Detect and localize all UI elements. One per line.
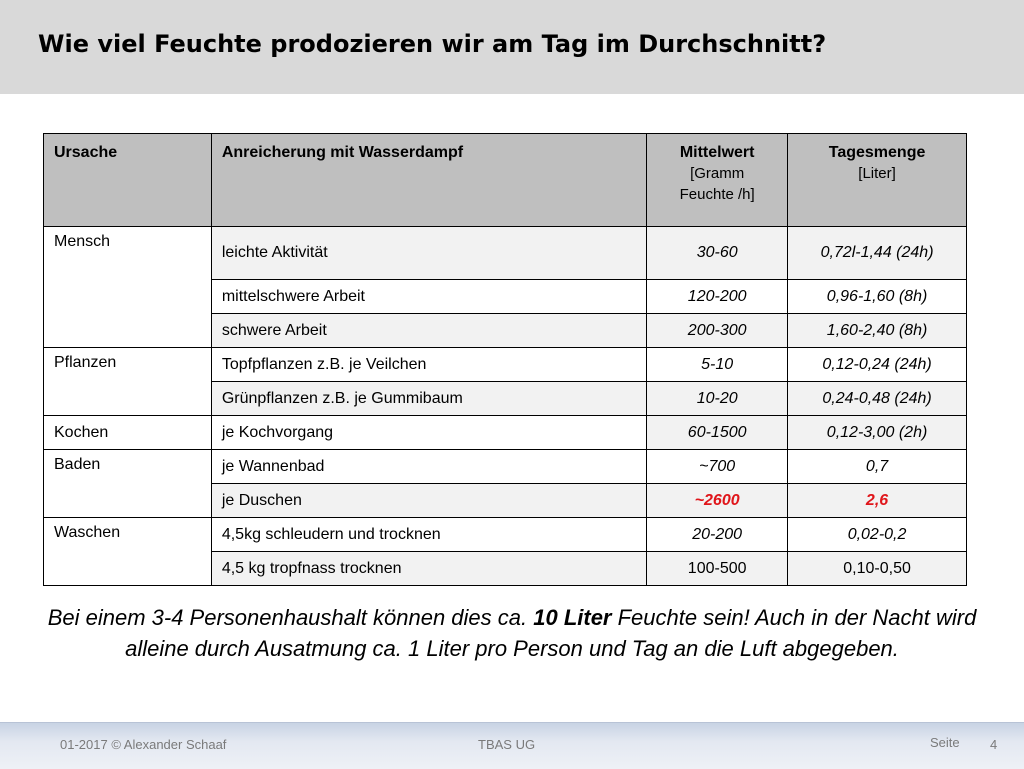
header-mean bbox=[647, 134, 788, 227]
mean-cell: 200-300 bbox=[647, 314, 788, 348]
slide-title: Wie viel Feuchte prodozieren wir am Tag im Durchschnitt? bbox=[38, 30, 827, 58]
activity-cell: je Duschen bbox=[211, 484, 646, 518]
activity-cell: Grünpflanzen z.B. je Gummibaum bbox=[211, 382, 646, 416]
summary-note bbox=[40, 602, 984, 664]
mean-cell: 10-20 bbox=[647, 382, 788, 416]
cause-cell: Baden bbox=[44, 450, 212, 518]
footer-org: TBAS UG bbox=[478, 737, 536, 752]
header-daily bbox=[788, 134, 967, 227]
table-row bbox=[44, 518, 967, 552]
note-text-1: Bei einem 3-4 Personenhaushalt können dies ca. bbox=[47, 605, 534, 630]
daily-cell: 0,24-0,48 (24h) bbox=[788, 382, 967, 416]
footer-bar bbox=[0, 722, 1024, 769]
daily-cell: 1,60-2,40 (8h) bbox=[788, 314, 967, 348]
activity-cell: 4,5kg schleudern und trocknen bbox=[211, 518, 646, 552]
activity-cell: mittelschwere Arbeit bbox=[211, 280, 646, 314]
header-daily-label: Tagesmenge bbox=[828, 144, 926, 161]
note-text-2: Feuchte sein! Auch in der Nacht wird alleine durch Ausatmung ca. 1 Liter pro Person und Tag an die Luft abgegeben. bbox=[125, 605, 977, 661]
mean-cell: 20-200 bbox=[647, 518, 788, 552]
mean-cell-highlight: ~2600 bbox=[647, 484, 788, 518]
activity-cell: je Wannenbad bbox=[211, 450, 646, 484]
table-row bbox=[44, 450, 967, 484]
mean-cell: 30-60 bbox=[647, 227, 788, 280]
mean-cell: 120-200 bbox=[647, 280, 788, 314]
humidity-table bbox=[43, 133, 967, 586]
header-daily-unit: [Liter] bbox=[858, 165, 896, 182]
header-mean-label: Mittelwert bbox=[679, 144, 755, 161]
table-row bbox=[44, 227, 967, 280]
cause-cell: Pflanzen bbox=[44, 348, 212, 416]
activity-cell: Topfpflanzen z.B. je Veilchen bbox=[211, 348, 646, 382]
daily-cell: 0,7 bbox=[788, 450, 967, 484]
footer-page-label: Seite bbox=[930, 735, 960, 750]
title-bar bbox=[0, 0, 1024, 94]
activity-cell: 4,5 kg tropfnass trocknen bbox=[211, 552, 646, 586]
mean-cell: 60-1500 bbox=[647, 416, 788, 450]
cause-cell: Mensch bbox=[44, 227, 212, 348]
daily-cell: 0,12-3,00 (2h) bbox=[788, 416, 967, 450]
daily-cell: 0,12-0,24 (24h) bbox=[788, 348, 967, 382]
mean-cell: 100-500 bbox=[647, 552, 788, 586]
table-row bbox=[44, 416, 967, 450]
footer-page-number: 4 bbox=[990, 737, 998, 752]
mean-cell: 5-10 bbox=[647, 348, 788, 382]
header-mean-unit-2: Feuchte /h] bbox=[679, 186, 755, 203]
activity-cell: leichte Aktivität bbox=[211, 227, 646, 280]
daily-cell: 0,72l-1,44 (24h) bbox=[788, 227, 967, 280]
cause-cell: Kochen bbox=[44, 416, 212, 450]
daily-cell-highlight: 2,6 bbox=[788, 484, 967, 518]
daily-cell: 0,02-0,2 bbox=[788, 518, 967, 552]
header-cause: Ursache bbox=[44, 134, 212, 227]
footer-copyright: 01-2017 © Alexander Schaaf bbox=[60, 737, 227, 752]
activity-cell: je Kochvorgang bbox=[211, 416, 646, 450]
header-enrichment: Anreicherung mit Wasserdampf bbox=[211, 134, 646, 227]
daily-cell: 0,96-1,60 (8h) bbox=[788, 280, 967, 314]
activity-cell: schwere Arbeit bbox=[211, 314, 646, 348]
mean-cell: ~700 bbox=[647, 450, 788, 484]
header-mean-unit-1: [Gramm bbox=[690, 165, 745, 182]
daily-cell: 0,10-0,50 bbox=[788, 552, 967, 586]
table-header-row bbox=[44, 134, 967, 227]
table-row bbox=[44, 348, 967, 382]
cause-cell: Waschen bbox=[44, 518, 212, 586]
note-bold: 10 Liter bbox=[533, 605, 612, 630]
